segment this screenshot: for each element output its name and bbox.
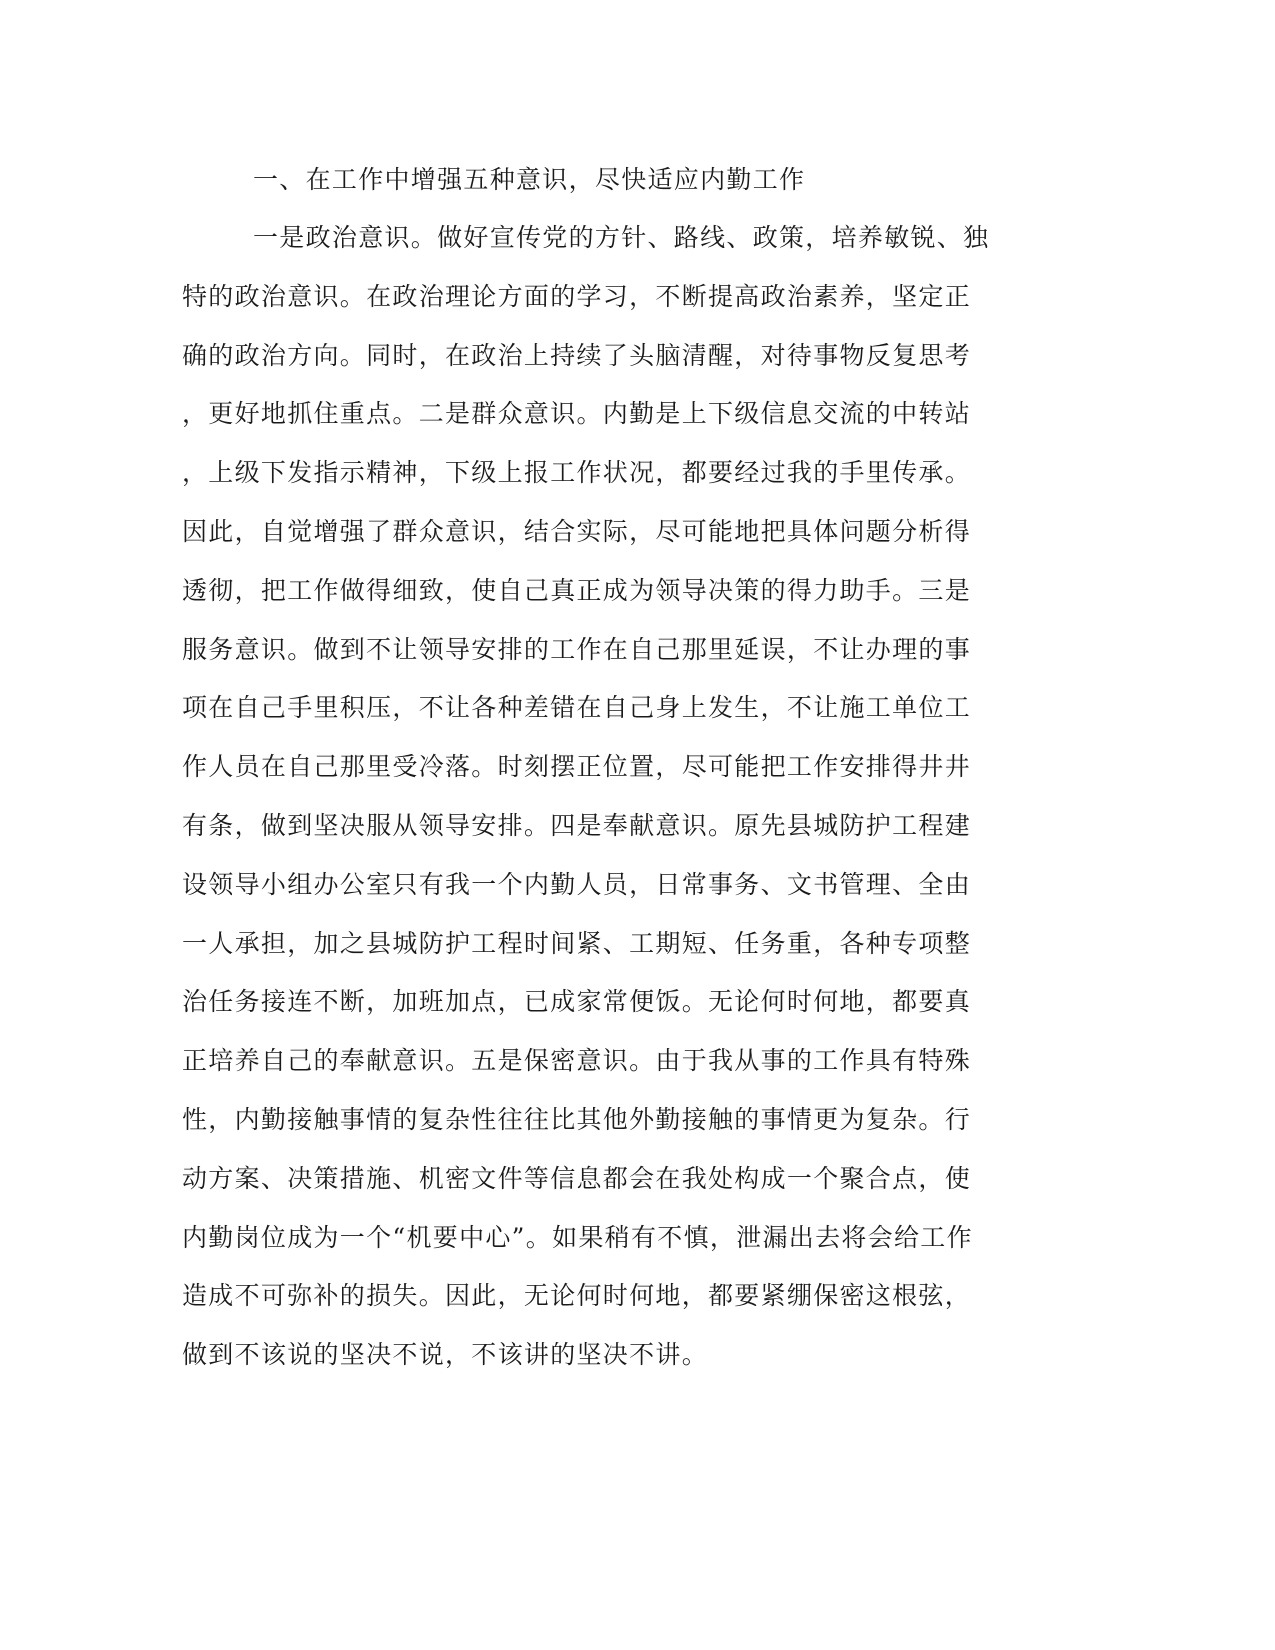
text-line: 透彻，把工作做得细致，使自己真正成为领导决策的得力助手。三是 — [182, 575, 972, 605]
text-line: 正培养自己的奉献意识。五是保密意识。由于我从事的工作具有特殊 — [182, 1046, 972, 1076]
section-heading: 一、在工作中增强五种意识，尽快适应内勤工作 — [253, 165, 806, 194]
text-line: 有条，做到坚决服从领导安排。四是奉献意识。原先县城防护工程建 — [182, 810, 972, 840]
text-line: 因此，自觉增强了群众意识，结合实际，尽可能地把具体问题分析得 — [182, 516, 972, 546]
text-line: 一是政治意识。做好宣传党的方针、路线、政策，培养敏锐、独 — [253, 223, 990, 252]
text-line: ，上级下发指示精神，下级上报工作状况，都要经过我的手里传承。 — [182, 458, 972, 488]
text-line: 做到不该说的坚决不说，不该讲的坚决不讲。 — [182, 1340, 709, 1370]
text-line: ，更好地抓住重点。二是群众意识。内勤是上下级信息交流的中转站 — [182, 399, 972, 429]
text-line: 特的政治意识。在政治理论方面的学习，不断提高政治素养，坚定正 — [182, 281, 972, 311]
text-line: 造成不可弥补的损失。因此，无论何时何地，都要紧绷保密这根弦， — [182, 1281, 972, 1311]
body-paragraph — [182, 216, 1032, 1392]
text-line: 确的政治方向。同时，在政治上持续了头脑清醒，对待事物反复思考 — [182, 340, 972, 370]
text-line: 一人承担，加之县城防护工程时间紧、工期短、任务重，各种专项整 — [182, 928, 972, 958]
text-line: 项在自己手里积压，不让各种差错在自己身上发生，不让施工单位工 — [182, 693, 972, 723]
text-line: 性，内勤接触事情的复杂性往往比其他外勤接触的事情更为复杂。行 — [182, 1104, 972, 1134]
text-line: 动方案、决策措施、机密文件等信息都会在我处构成一个聚合点，使 — [182, 1163, 972, 1193]
text-line: 服务意识。做到不让领导安排的工作在自己那里延误，不让办理的事 — [182, 634, 972, 664]
text-line: 治任务接连不断，加班加点，已成家常便饭。无论何时何地，都要真 — [182, 987, 972, 1017]
text-line: 内勤岗位成为一个“机要中心”。如果稍有不慎，泄漏出去将会给工作 — [182, 1222, 973, 1252]
text-line: 作人员在自己那里受冷落。时刻摆正位置，尽可能把工作安排得井井 — [182, 752, 972, 782]
text-line: 设领导小组办公室只有我一个内勤人员，日常事务、文书管理、全由 — [182, 869, 972, 899]
